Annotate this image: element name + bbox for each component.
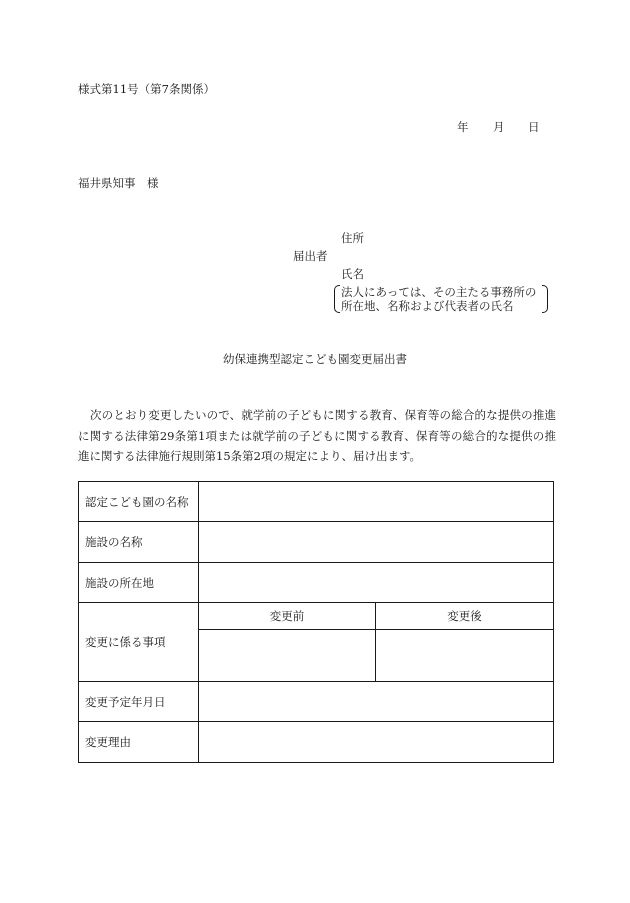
value-institution-location	[199, 563, 554, 603]
label-facility-name: 認定こども園の名称	[79, 482, 199, 522]
name-label: 氏名	[341, 267, 364, 281]
value-before	[199, 630, 376, 682]
date-year: 年	[457, 120, 469, 134]
addressee: 福井県知事 様	[78, 176, 159, 190]
value-change-reason	[199, 722, 554, 763]
left-bracket	[334, 285, 340, 313]
value-institution-name	[199, 522, 554, 563]
value-after	[376, 630, 554, 682]
label-institution-name: 施設の名称	[79, 522, 199, 563]
label-change-reason: 変更理由	[79, 722, 199, 763]
header-before: 変更前	[199, 603, 376, 630]
right-bracket	[542, 285, 548, 313]
label-scheduled-date: 変更予定年月日	[79, 682, 199, 722]
change-table	[78, 481, 554, 763]
value-scheduled-date	[199, 682, 554, 722]
applicant-note-line2: 所在地、名称および代表者の氏名	[341, 299, 514, 313]
date-month: 月	[493, 120, 505, 134]
label-change-items: 変更に係る事項	[79, 603, 199, 682]
applicant-label: 届出者	[293, 249, 328, 263]
body-paragraph: 次のとおり変更したいので、就学前の子どもに関する教育、保育等の総合的な提供の推進に関する法律第29条第1項または就学前の子どもに関する教育、保育等の総合的な提供の推進に関する法律施行規則第15条第2項の規定により、届け出ます。	[78, 408, 556, 463]
header-after: 変更後	[376, 603, 554, 630]
address-label: 住所	[341, 231, 364, 245]
form-number: 様式第11号（第7条関係）	[78, 82, 215, 96]
label-institution-location: 施設の所在地	[79, 563, 199, 603]
value-facility-name	[199, 482, 554, 522]
document-title: 幼保連携型認定こども園変更届出書	[223, 352, 407, 366]
applicant-note-line1: 法人にあっては、その主たる事務所の	[341, 285, 537, 299]
date-day: 日	[528, 120, 540, 134]
